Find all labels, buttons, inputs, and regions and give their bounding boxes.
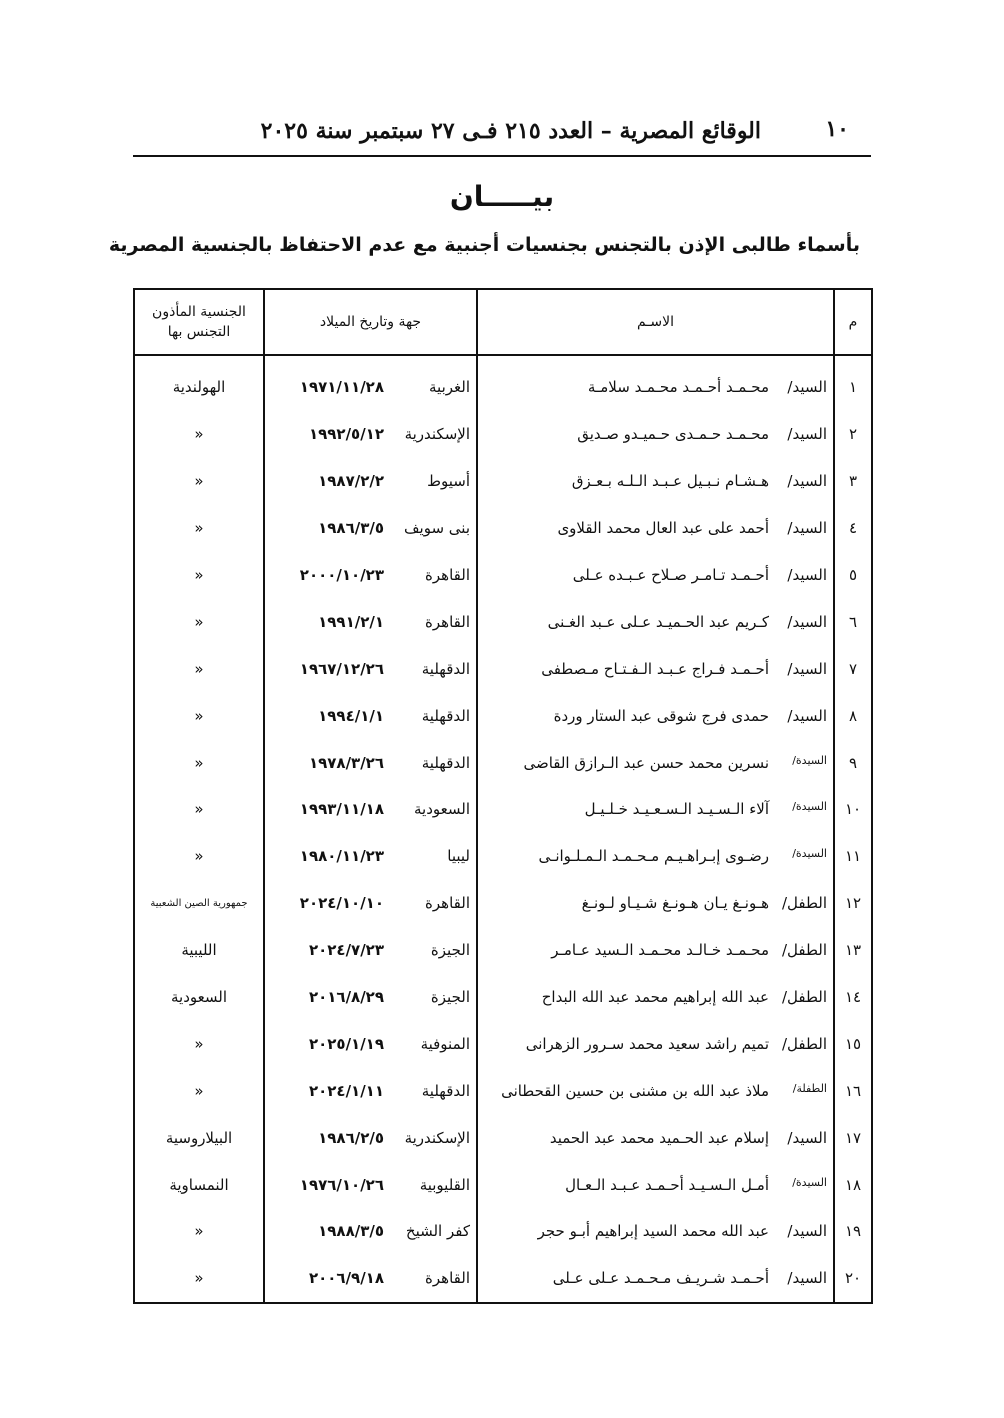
nationality-cell: «: [134, 598, 264, 645]
birth-date: ١٩٨٨/٣/٥: [318, 1222, 384, 1241]
nationality-cell: «: [134, 739, 264, 786]
birth-cell: [264, 739, 477, 786]
table-body: [134, 355, 872, 1303]
table-row: [134, 411, 872, 458]
birth-place: الجيزة: [430, 941, 470, 960]
row-number: ١٧: [834, 1114, 872, 1161]
birth-date: ٢٠٠٦/٩/١٨: [308, 1269, 384, 1288]
row-number: ٨: [834, 692, 872, 739]
header-nationality: الجنسية المأذون التجنس بها: [134, 289, 264, 355]
birth-date: ٢٠٢٤/١٠/١٠: [299, 894, 384, 913]
name-cell: [477, 692, 834, 739]
honorific: الطفل/: [781, 988, 827, 1007]
applicants-table: [133, 288, 873, 1304]
row-number: ٢٠: [834, 1255, 872, 1303]
table-row: [134, 739, 872, 786]
nationality-cell: «: [134, 505, 264, 552]
birth-cell: [264, 692, 477, 739]
header-name: الاسـم: [477, 289, 834, 355]
full-name: ملاذ عبد الله بن مشنى بن حسين القحطانى: [501, 1081, 769, 1100]
birth-date: ٢٠٢٤/٧/٢٣: [308, 941, 384, 960]
table-row: [134, 692, 872, 739]
nationality-cell: الليبية: [134, 927, 264, 974]
name-cell: [477, 505, 834, 552]
birth-date: ١٩٩١/٢/١: [318, 612, 384, 631]
name-cell: [477, 645, 834, 692]
row-number: ١٤: [834, 974, 872, 1021]
birth-place: بنى سويف: [404, 519, 470, 538]
full-name: محـمـد أحـمـد محـمـد سلامـة: [587, 378, 769, 397]
table-row: [134, 880, 872, 927]
table-row: [134, 505, 872, 552]
nationality-cell: «: [134, 692, 264, 739]
nationality-cell: «: [134, 645, 264, 692]
birth-cell: [264, 927, 477, 974]
honorific: السيد/: [787, 706, 827, 725]
table-row: [134, 1161, 872, 1208]
row-number: ١١: [834, 833, 872, 880]
birth-place: المنوفية: [420, 1034, 470, 1053]
name-cell: [477, 927, 834, 974]
header-divider: [133, 155, 871, 157]
header-birth: جهة وتاريخ الميلاد: [264, 289, 477, 355]
nationality-cell: «: [134, 552, 264, 599]
nationality-cell: السعودية: [134, 974, 264, 1021]
birth-place: الدقهلية: [421, 706, 470, 725]
full-name: أحـمـد تـامـر صـلاح عـبـده عـلى: [572, 566, 769, 584]
name-cell: [477, 1020, 834, 1067]
full-name: أمـل الـسـيـد أحـمـد عـبـد الـعـال: [565, 1175, 769, 1194]
honorific: الطفل/: [781, 894, 827, 913]
birth-date: ١٩٨٦/٣/٥: [318, 519, 384, 538]
birth-date: ١٩٦٧/١٢/٢٦: [299, 659, 384, 678]
name-cell: [477, 411, 834, 458]
nationality-cell: «: [134, 1020, 264, 1067]
nationality-cell: «: [134, 458, 264, 505]
birth-date: ١٩٨٠/١١/٢٣: [299, 847, 384, 866]
row-number: ١٨: [834, 1161, 872, 1208]
table-row: [134, 355, 872, 411]
name-cell: [477, 833, 834, 880]
birth-place: الجيزة: [430, 988, 470, 1007]
full-name: عبد الله إبراهيم محمد عبد الله البداح: [541, 988, 769, 1007]
row-number: ١٥: [834, 1020, 872, 1067]
full-name: كـريم عبد الحـميـد عـلى عـبد الغـنى: [547, 612, 769, 631]
honorific: السيد/: [787, 1269, 827, 1288]
table-row: [134, 1020, 872, 1067]
birth-date: ٢٠٢٥/١/١٩: [308, 1034, 384, 1053]
full-name: أحـمـد فـراج عـبـد الـفـتـاح مـصطفى: [541, 659, 769, 678]
full-name: محـمـد حـمـدى حـميـدو صـديق: [577, 425, 769, 444]
honorific: السيد/: [787, 612, 827, 631]
honorific: السيد/: [787, 1222, 827, 1241]
birth-place: الغربية: [429, 378, 470, 397]
name-cell: [477, 458, 834, 505]
birth-date: ١٩٨٦/٢/٥: [318, 1128, 384, 1147]
table-row: [134, 1067, 872, 1114]
full-name: هـونـغ يـان هـونـغ شـيـاو لـونـغ: [581, 894, 769, 913]
full-name: هـشـام نـبـيل عـبـد الـلـه بـعـزق: [571, 472, 769, 491]
birth-cell: [264, 1208, 477, 1255]
document-title: بيـــــان: [449, 180, 555, 213]
table-row: [134, 786, 872, 833]
table-row: [134, 927, 872, 974]
birth-cell: [264, 833, 477, 880]
honorific: السيد/: [787, 519, 827, 538]
birth-cell: [264, 974, 477, 1021]
birth-date: ٢٠٠٠/١٠/٢٣: [299, 566, 384, 584]
birth-place: الإسكندرية: [404, 425, 470, 444]
full-name: تميم راشد سعيد محمد سـرور الزهرانى: [525, 1034, 769, 1053]
birth-place: السعودية: [413, 800, 470, 819]
name-cell: [477, 1255, 834, 1303]
honorific: السيد/: [787, 378, 827, 397]
row-number: ٧: [834, 645, 872, 692]
name-cell: [477, 1114, 834, 1161]
row-number: ٦: [834, 598, 872, 645]
row-number: ١٢: [834, 880, 872, 927]
nationality-cell: «: [134, 1255, 264, 1303]
table-row: [134, 598, 872, 645]
honorific: الطفلة/: [792, 1081, 827, 1095]
row-number: ٢: [834, 411, 872, 458]
honorific: السيدة/: [792, 800, 827, 814]
birth-date: ١٩٧٨/٣/٢٦: [308, 753, 384, 772]
birth-cell: [264, 505, 477, 552]
table-row: [134, 552, 872, 599]
birth-date: ٢٠١٦/٨/٢٩: [308, 988, 384, 1007]
name-cell: [477, 880, 834, 927]
name-cell: [477, 786, 834, 833]
name-cell: [477, 974, 834, 1021]
full-name: أحـمـد شـريـف مـحـمـد عـلى عـلى: [552, 1269, 769, 1288]
birth-cell: [264, 355, 477, 411]
name-cell: [477, 355, 834, 411]
table-row: [134, 833, 872, 880]
table-row: [134, 458, 872, 505]
document-subtitle: بأسماء طالبى الإذن بالتجنس بجنسيات أجنبية مع عدم الاحتفاظ بالجنسية المصرية: [108, 234, 860, 256]
row-number: ٥: [834, 552, 872, 599]
honorific: السيدة/: [792, 753, 827, 767]
honorific: السيدة/: [792, 1175, 827, 1189]
birth-date: ١٩٩٤/١/١: [318, 706, 384, 725]
name-cell: [477, 552, 834, 599]
header-number: م: [834, 289, 872, 355]
birth-cell: [264, 458, 477, 505]
row-number: ١٩: [834, 1208, 872, 1255]
row-number: ١٠: [834, 786, 872, 833]
nationality-cell: «: [134, 786, 264, 833]
table-header-row: [134, 289, 872, 355]
running-head: الوقائع المصرية – العدد ٢١٥ فـى ٢٧ سبتمبر سنة ٢٠٢٥: [260, 118, 761, 144]
birth-place: الدقهلية: [421, 659, 470, 678]
row-number: ١: [834, 355, 872, 411]
name-cell: [477, 1161, 834, 1208]
birth-place: الدقهلية: [421, 753, 470, 772]
nationality-cell: جمهورية الصين الشعبية: [134, 880, 264, 927]
full-name: آلاء الـسـيـد الـسـعـيـد خـلـيـل: [584, 800, 769, 819]
birth-cell: [264, 1067, 477, 1114]
honorific: السيد/: [787, 1128, 827, 1147]
nationality-cell: النمساوية: [134, 1161, 264, 1208]
birth-cell: [264, 1114, 477, 1161]
page-number: ١٠: [825, 116, 849, 142]
honorific: السيد/: [787, 425, 827, 444]
full-name: محـمـد خـالـد محـمـد الـسيد عـامـر: [551, 941, 769, 960]
table-row: [134, 1208, 872, 1255]
birth-cell: [264, 411, 477, 458]
table-row: [134, 645, 872, 692]
row-number: ٤: [834, 505, 872, 552]
birth-cell: [264, 598, 477, 645]
name-cell: [477, 598, 834, 645]
nationality-cell: «: [134, 1067, 264, 1114]
full-name: عبد الله محمد السيد إبراهيم أبـو حجر: [537, 1222, 769, 1241]
birth-place: كفر الشيخ: [405, 1222, 470, 1241]
table-row: [134, 1114, 872, 1161]
honorific: السيد/: [787, 659, 827, 678]
name-cell: [477, 739, 834, 786]
full-name: رضـوى إبـراهـيـم مـحـمـد الـمـلـوانـى: [538, 847, 769, 866]
nationality-cell: «: [134, 411, 264, 458]
birth-cell: [264, 645, 477, 692]
honorific: السيد/: [787, 566, 827, 584]
birth-date: ١٩٩٢/٥/١٢: [308, 425, 384, 444]
row-number: ١٣: [834, 927, 872, 974]
birth-place: القاهرة: [425, 566, 470, 584]
birth-place: القاهرة: [425, 1269, 470, 1288]
row-number: ٩: [834, 739, 872, 786]
nationality-cell: «: [134, 1208, 264, 1255]
full-name: حمدى فرج شوقى عبد الستار وردة: [553, 706, 769, 725]
birth-place: القليوبية: [419, 1175, 470, 1194]
birth-cell: [264, 1255, 477, 1303]
birth-place: القاهرة: [425, 894, 470, 913]
name-cell: [477, 1208, 834, 1255]
birth-date: ١٩٧٦/١٠/٢٦: [299, 1175, 384, 1194]
nationality-cell: «: [134, 833, 264, 880]
full-name: أحمد على عبد العال محمد القلاوى: [557, 519, 769, 538]
birth-place: الإسكندرية: [404, 1128, 470, 1147]
birth-cell: [264, 1161, 477, 1208]
birth-place: الدقهلية: [421, 1081, 470, 1100]
row-number: ١٦: [834, 1067, 872, 1114]
nationality-cell: الهولندية: [134, 355, 264, 411]
honorific: الطفل/: [781, 1034, 827, 1053]
birth-cell: [264, 786, 477, 833]
honorific: السيد/: [787, 472, 827, 491]
page-header: [133, 112, 871, 152]
nationality-cell: البيلاروسية: [134, 1114, 264, 1161]
honorific: الطفل/: [781, 941, 827, 960]
birth-cell: [264, 1020, 477, 1067]
birth-cell: [264, 880, 477, 927]
birth-date: ١٩٩٣/١١/١٨: [299, 800, 384, 819]
birth-date: ١٩٨٧/٢/٢: [318, 472, 384, 491]
honorific: السيدة/: [792, 847, 827, 861]
birth-place: أسيوط: [427, 472, 470, 491]
birth-cell: [264, 552, 477, 599]
birth-date: ١٩٧١/١١/٢٨: [299, 378, 384, 397]
full-name: إسلام عبد الحـميد محمد عبد الحميد: [549, 1128, 769, 1147]
table-row: [134, 1255, 872, 1303]
birth-place: القاهرة: [425, 612, 470, 631]
full-name: نسرين محمد حسن عبد الـرازق القاضى: [523, 753, 769, 772]
name-cell: [477, 1067, 834, 1114]
row-number: ٣: [834, 458, 872, 505]
birth-date: ٢٠٢٤/١/١١: [308, 1081, 384, 1100]
table-row: [134, 974, 872, 1021]
birth-place: ليبيا: [447, 847, 470, 866]
